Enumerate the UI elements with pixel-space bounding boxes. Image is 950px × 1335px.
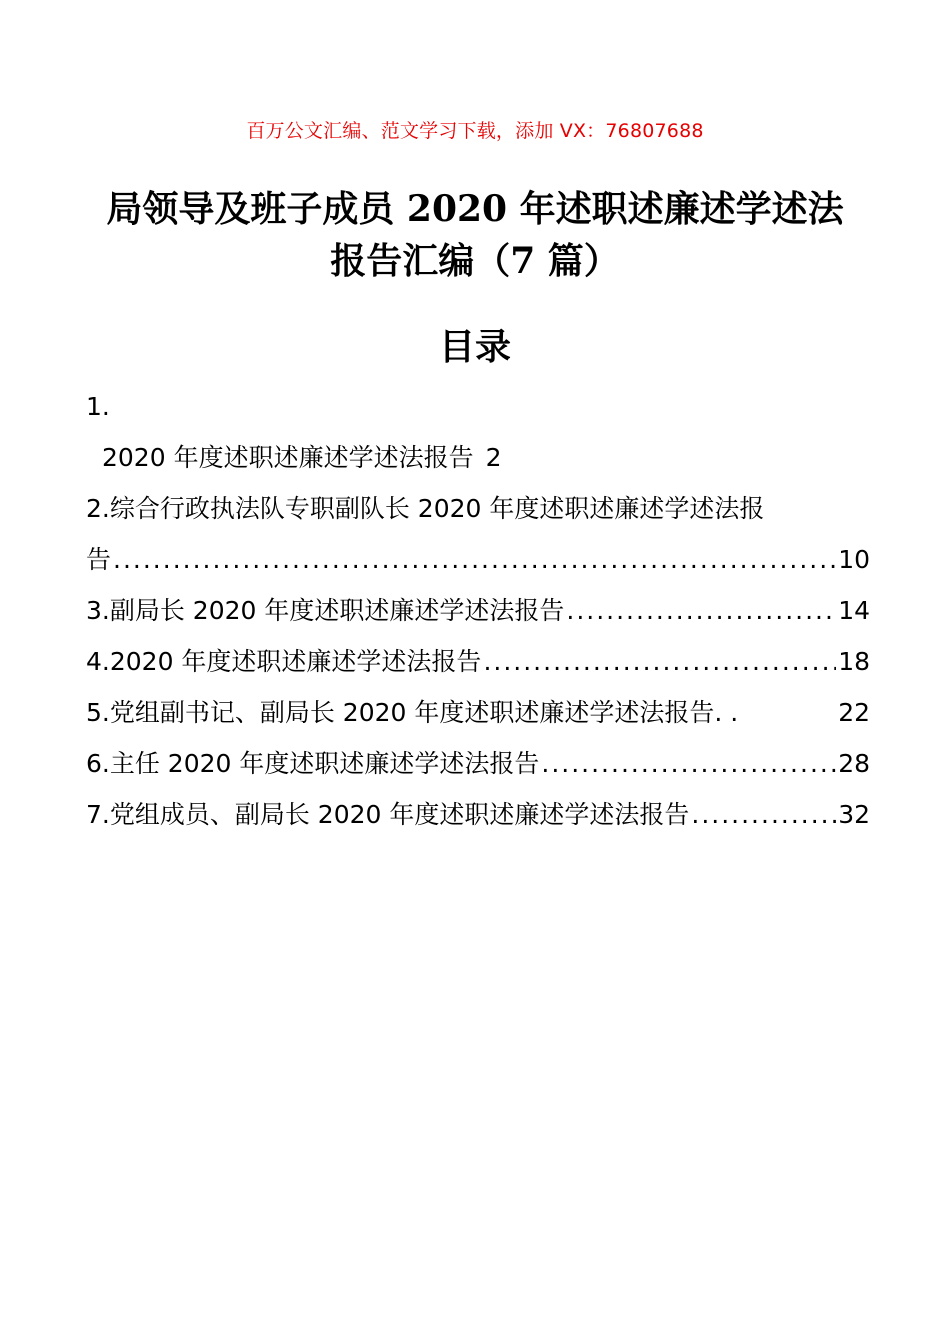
dot-leader [113, 534, 836, 585]
toc-item-page: 32 [838, 800, 870, 829]
toc-item-2-line-2[interactable] [86, 534, 870, 585]
promo-banner: 百万公文汇编、范文学习下载，添加 VX：76807688 [246, 120, 704, 142]
toc-item-text: 告 [86, 545, 112, 574]
toc-item-text: 2020 年度述职述廉述学述法报告 [102, 443, 474, 472]
toc-item-3[interactable] [86, 585, 870, 636]
toc-item-page: 28 [838, 749, 870, 778]
toc-item-text: 7.党组成员、副局长 2020 年度述职述廉述学述法报告 [86, 800, 690, 829]
toc-item-number: 1. [86, 392, 110, 421]
toc-item-page: 2 [485, 443, 502, 472]
table-of-contents [86, 381, 870, 840]
toc-heading: 目录 [438, 327, 511, 368]
toc-item-6[interactable] [86, 738, 870, 789]
toc-item-text: 5.党组副书记、副局长 2020 年度述职述廉述学述法报告. . [86, 698, 739, 727]
toc-item-text: 6.主任 2020 年度述职述廉述学述法报告 [86, 749, 540, 778]
toc-item-page: 18 [838, 647, 870, 676]
toc-item-1[interactable] [86, 432, 870, 483]
dot-leader [541, 738, 836, 789]
dot-leader [483, 636, 836, 687]
toc-item-2-line-1[interactable] [86, 483, 870, 534]
toc-item-4[interactable] [86, 636, 870, 687]
title-line-2: 报告汇编（7 篇） [330, 240, 620, 282]
dot-leader [566, 585, 836, 636]
toc-item-7[interactable] [86, 789, 870, 840]
toc-item-5[interactable] [86, 687, 870, 738]
toc-item-text: 4.2020 年度述职述廉述学述法报告 [86, 647, 482, 676]
toc-item-page: 10 [838, 545, 870, 574]
toc-item-text: 3.副局长 2020 年度述职述廉述学述法报告 [86, 596, 565, 625]
toc-item-page: 14 [838, 596, 870, 625]
toc-item-page: 22 [838, 698, 870, 727]
document-title [60, 183, 890, 287]
title-line-1: 局领导及班子成员 2020 年述职述廉述学述法 [106, 188, 844, 230]
toc-item-1-number[interactable] [86, 381, 870, 432]
dot-leader [691, 789, 836, 840]
toc-item-text: 2.综合行政执法队专职副队长 2020 年度述职述廉述学述法报 [86, 494, 765, 523]
